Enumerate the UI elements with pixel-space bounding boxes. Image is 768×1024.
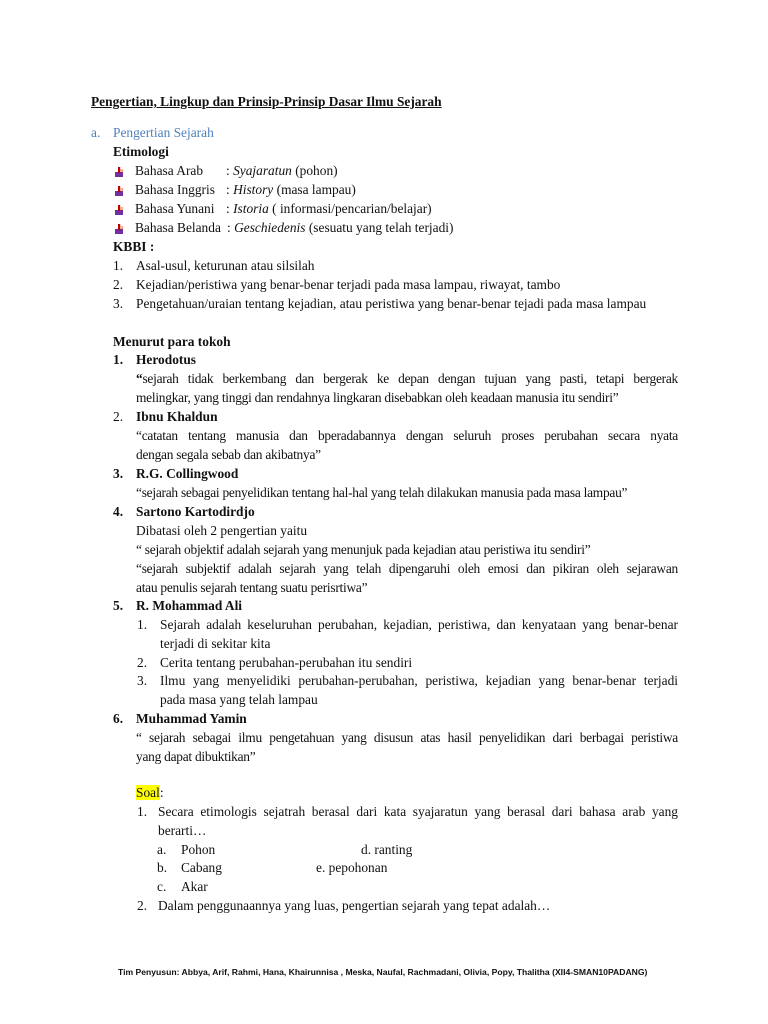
tokoh-quote-line: melingkar, yang tinggi dan rendahnya lingkaran disebabkan oleh keadaan manusia itu sendiri” — [136, 390, 619, 405]
question-text: Secara etimologis sejatrah berasal dari kata syajaratun yang berasal dari bahasa arab yang — [158, 804, 678, 819]
tokoh-number: 5. — [113, 598, 124, 613]
kbbi-item-number: 3. — [113, 296, 124, 311]
option-text: Cabang — [181, 860, 222, 875]
kbbi-item-text: Asal-usul, keturunan atau silsilah — [136, 258, 315, 273]
tokoh-number: 3. — [113, 466, 124, 481]
option-text: e. pepohonan — [316, 860, 388, 875]
footer-credits: Tim Penyusun: Abbya, Arif, Rahmi, Hana, Khairunnisa , Meska, Naufal, Rachmadani, Olivia, Popy, Thalitha (XII4-SMAN10PADANG) — [118, 967, 648, 977]
hand-pointer-icon — [114, 204, 125, 216]
tokoh-quote-line: “sejarah sebagai penyelidikan tentang hal-hal yang telah dilakukan manusia pada masa lampau” — [136, 485, 628, 500]
hand-pointer-icon — [114, 166, 125, 178]
tokoh-quote-line: atau penulis sejarah tentang suatu perisrtiwa” — [136, 580, 368, 595]
tokoh-name: R. Mohammad Ali — [136, 598, 243, 613]
option-letter: a. — [157, 842, 167, 857]
question-number: 1. — [137, 804, 148, 819]
sub-item-text: pada masa yang telah lampau — [160, 692, 318, 707]
tokoh-number: 1. — [113, 352, 124, 367]
tokoh-name: Sartono Kartodirdjo — [136, 504, 255, 519]
kbbi-item-text: Kejadian/peristiwa yang benar-benar terjadi pada masa lampau, riwayat, tambo — [136, 277, 561, 292]
soal-heading: Soal: — [136, 785, 164, 800]
page-title: Pengertian, Lingkup dan Prinsip-Prinsip Dasar Ilmu Sejarah — [91, 94, 442, 109]
question-text: berarti… — [158, 823, 207, 838]
section-a-marker: a. — [91, 125, 101, 140]
section-a-heading: Pengertian Sejarah — [113, 125, 214, 140]
sub-item-text: Cerita tentang perubahan-perubahan itu sendiri — [160, 655, 413, 670]
etimologi-heading: Etimologi — [113, 144, 169, 159]
etimologi-lang: Bahasa Belanda — [135, 220, 221, 235]
question-text: Dalam penggunaannya yang luas, pengertian sejarah yang tepat adalah… — [158, 898, 551, 913]
option-letter: c. — [157, 879, 167, 894]
etimologi-definition: : Istoria ( informasi/pencarian/belajar) — [226, 201, 432, 216]
option-text: Pohon — [181, 842, 216, 857]
tokoh-quote-line: “sejarah subjektif adalah sejarah yang telah dipengaruhi oleh emosi dan pikiran oleh sejarawan — [136, 561, 678, 576]
tokoh-name: R.G. Collingwood — [136, 466, 239, 481]
kbbi-item-number: 2. — [113, 277, 124, 292]
tokoh-quote-line: “catatan tentang manusia dan bperadabannya dengan seluruh proses perubahan secara nyata — [136, 428, 678, 443]
tokoh-quote-line: “ sejarah sebagai ilmu pengetahuan yang disusun atas hasil penyelidikan dari berbagai peristiwa — [136, 730, 678, 745]
kbbi-heading: KBBI : — [113, 239, 155, 254]
question-number: 2. — [137, 898, 148, 913]
tokoh-number: 2. — [113, 409, 124, 424]
sub-item-number: 1. — [137, 617, 148, 632]
etimologi-lang: Bahasa Inggris — [135, 182, 215, 197]
option-letter: b. — [157, 860, 168, 875]
sub-item-number: 2. — [137, 655, 148, 670]
tokoh-quote-line: “ sejarah objektif adalah sejarah yang menunjuk pada kejadian atau peristiwa itu sendiri” — [136, 542, 591, 557]
tokoh-quote-line: yang dapat dibuktikan” — [136, 749, 256, 764]
etimologi-definition: : History (masa lampau) — [226, 182, 356, 197]
option-text: d. ranting — [361, 842, 413, 857]
tokoh-text-line: Dibatasi oleh 2 pengertian yaitu — [136, 523, 308, 538]
tokoh-heading: Menurut para tokoh — [113, 334, 231, 349]
tokoh-name: Muhammad Yamin — [136, 711, 247, 726]
tokoh-name: Ibnu Khaldun — [136, 409, 218, 424]
etimologi-lang: Bahasa Arab — [135, 163, 204, 178]
tokoh-name: Herodotus — [136, 352, 197, 367]
tokoh-quote-line: “sejarah tidak berkembang dan bergerak ke depan dengan tujuan yang pasti, tetapi bergerak — [136, 371, 678, 386]
sub-item-text: terjadi di sekitar kita — [160, 636, 271, 651]
kbbi-item-number: 1. — [113, 258, 124, 273]
option-text: Akar — [181, 879, 208, 894]
hand-pointer-icon — [114, 185, 125, 197]
sub-item-text: Ilmu yang menyelidiki perubahan-perubahan, peristiwa, kejadian yang benar-benar terjadi — [160, 673, 678, 688]
etimologi-lang: Bahasa Yunani — [135, 201, 215, 216]
tokoh-number: 4. — [113, 504, 124, 519]
sub-item-number: 3. — [137, 673, 148, 688]
tokoh-number: 6. — [113, 711, 124, 726]
hand-pointer-icon — [114, 223, 125, 235]
kbbi-item-text: Pengetahuan/uraian tentang kejadian, atau peristiwa yang benar-benar tejadi pada masa lampau — [136, 296, 647, 311]
tokoh-quote-line: dengan segala sebab dan akibatnya” — [136, 447, 321, 462]
etimologi-definition: : Geschiedenis (sesuatu yang telah terjadi) — [227, 220, 454, 235]
etimologi-definition: : Syajaratun (pohon) — [226, 163, 338, 178]
sub-item-text: Sejarah adalah keseluruhan perubahan, kejadian, peristiwa, dan kenyataan yang benar-benar — [160, 617, 678, 632]
